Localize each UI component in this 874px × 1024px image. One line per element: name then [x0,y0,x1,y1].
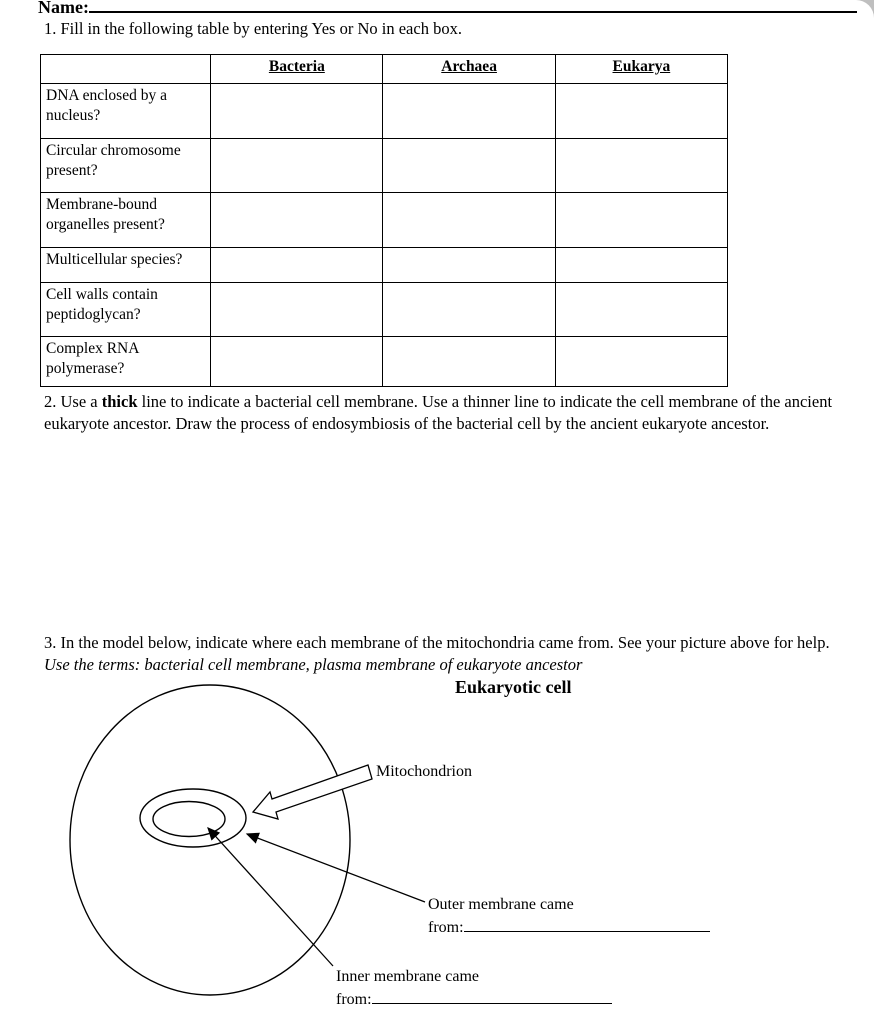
answer-cell [555,337,727,387]
table-header-archaea: Archaea [383,55,555,84]
answer-cell [211,248,383,283]
answer-cell [555,193,727,248]
diagram-title: Eukaryotic cell [455,677,572,697]
table-header-empty [41,55,211,84]
answer-cell [383,337,555,387]
answer-cell [211,193,383,248]
answer-cell [383,283,555,337]
outer-membrane-pointer [247,834,425,902]
answer-cell [555,248,727,283]
answer-cell [383,84,555,139]
row-label: Cell walls contain peptidoglycan? [41,283,211,337]
cell-outline [70,685,350,995]
inner-membrane-label: Inner membrane came from: [336,966,612,1010]
q1-answer-table [40,54,728,387]
answer-cell [383,139,555,193]
answer-cell [383,193,555,248]
table-row [41,139,728,193]
answer-cell [555,283,727,337]
answer-cell [211,84,383,139]
answer-cell [383,248,555,283]
table-row [41,193,728,248]
row-label: Circular chromosome present? [41,139,211,193]
row-label: Membrane-bound organelles present? [41,193,211,248]
name-line [38,0,857,18]
row-label: DNA enclosed by a nucleus? [41,84,211,139]
table-row [41,248,728,283]
inner-membrane-pointer [208,828,333,966]
answer-cell [555,139,727,193]
table-header-eukarya: Eukarya [555,55,727,84]
outer-membrane-label: Outer membrane came from: [428,894,710,938]
table-header-bacteria: Bacteria [211,55,383,84]
question-1-text: 1. Fill in the following table by entering Yes or No in each box. [44,19,462,38]
name-blank-line [89,0,857,13]
mito-inner-membrane [153,802,225,837]
question-2-text: 2. Use a thick line to indicate a bacterial cell membrane. Use a thinner line to indicate the cell membrane of the ancient eukaryote ancestor. Draw the process of endosymbiosis of the bacterial cell by the ancient eukaryote ancestor. [44,392,833,433]
row-label: Complex RNA polymerase? [41,337,211,387]
question-3-text: 3. In the model below, indicate where each membrane of the mitochondria came from. See your picture above for help. Use the terms: bacterial cell membrane, plasma membrane of eukaryote ancestor [44,633,830,674]
row-label: Multicellular species? [41,248,211,283]
name-label: Name: [38,0,89,17]
outer-membrane-blank [464,916,710,932]
mitochondrion-block-arrow [253,765,372,819]
answer-cell [211,337,383,387]
answer-cell [211,283,383,337]
table-row [41,337,728,387]
answer-cell [211,139,383,193]
answer-cell [555,84,727,139]
table-row [41,283,728,337]
mito-outer-membrane [140,789,246,847]
table-row [41,84,728,139]
mitochondrion-label: Mitochondrion [376,763,472,780]
table-header-row [41,55,728,84]
inner-membrane-blank [372,988,612,1004]
